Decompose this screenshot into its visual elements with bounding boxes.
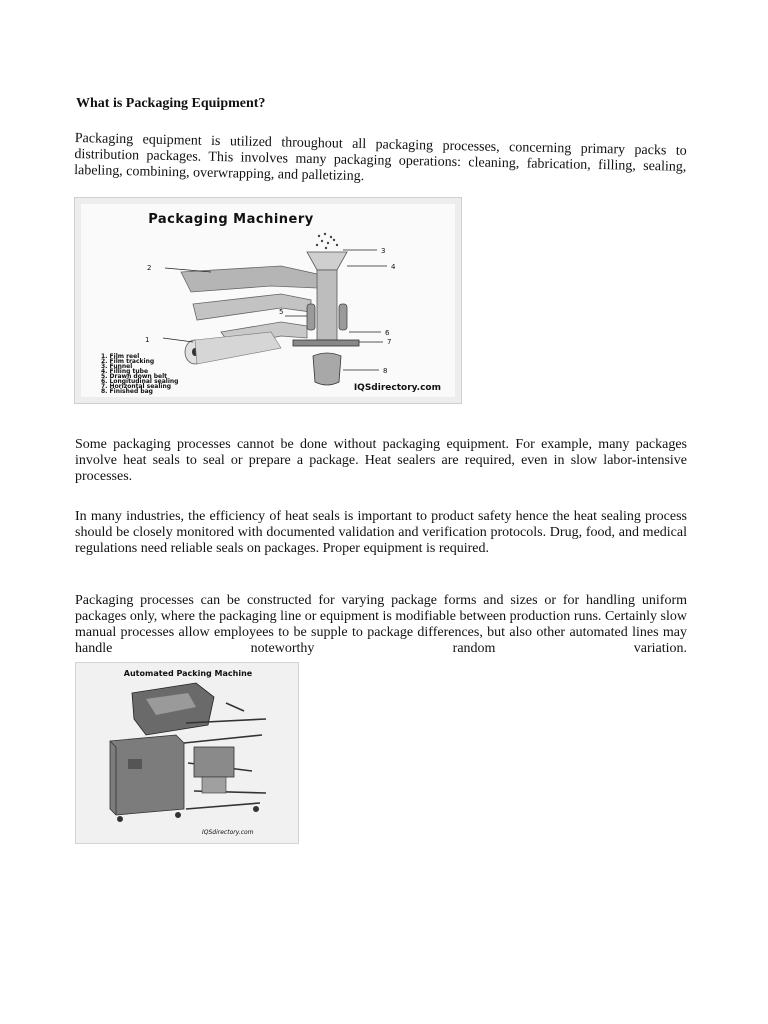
legend-item: 6. Longitudinal sealing [101, 378, 179, 385]
callout-2: 2 [147, 264, 152, 272]
paragraph-industries: In many industries, the efficiency of heat seals is important to product safety hence the heat sealing process should be closely monitored with documented validation and verification protocols. Drug, food, and medical regulations need reliable seals on packages. Proper equipment is required. [75, 509, 687, 556]
legend-item: 5. Drawn down belt [101, 373, 168, 380]
figure-legend [101, 354, 178, 394]
packing-machine-illustration [76, 663, 300, 845]
callout-8: 8 [383, 367, 388, 375]
legend-item: 2. Film tracking [101, 358, 155, 365]
figure-packaging-machinery [74, 197, 462, 404]
paragraph-processes: Packaging processes can be constructed for varying package forms and sizes or for handling uniform packages only, where the packaging line or equipment is modifiable between production runs. Certainly slow manual processes allow employees to be supple to package differences, but also other automated lines may handle noteworthy random variation. [75, 593, 687, 656]
figure-title: Packaging Machinery [148, 212, 314, 227]
paragraph-intro: Packaging equipment is utilized throughout all packaging processes, concerning primary packs to distribution packages. This involves many packaging operations: cleaning, fabrication, filling, sealing, labeling, combining, overwrapping, and palletizing. [74, 131, 687, 185]
legend-item: 7. Horizontal sealing [101, 383, 172, 390]
figure-title: Automated Packing Machine [123, 669, 253, 678]
callout-6: 6 [385, 329, 390, 337]
figure-credit: IQSdirectory.com [353, 383, 441, 393]
legend-item: 3. Funnel [101, 363, 133, 370]
legend-item: 8. Finished bag [101, 388, 153, 395]
figure-canvas [81, 204, 455, 397]
callout-4: 4 [391, 263, 396, 271]
callout-3: 3 [381, 247, 386, 255]
paragraph-heat-seals: Some packaging processes cannot be done without packaging equipment. For example, many packages involve heat seals to seal or prepare a package. Heat sealers are required, even in slow labor-intensive processes. [75, 437, 687, 484]
callout-1: 1 [145, 336, 150, 344]
callout-5: 5 [279, 308, 284, 316]
page-heading: What is Packaging Equipment? [76, 96, 266, 111]
figure-credit: IQSdirectory.com [202, 829, 254, 836]
legend-item: 1. Film reel [101, 353, 140, 360]
figure-automated-packing-machine [75, 662, 299, 844]
callout-7: 7 [387, 338, 392, 346]
legend-item: 4. Filling tube [101, 368, 149, 375]
